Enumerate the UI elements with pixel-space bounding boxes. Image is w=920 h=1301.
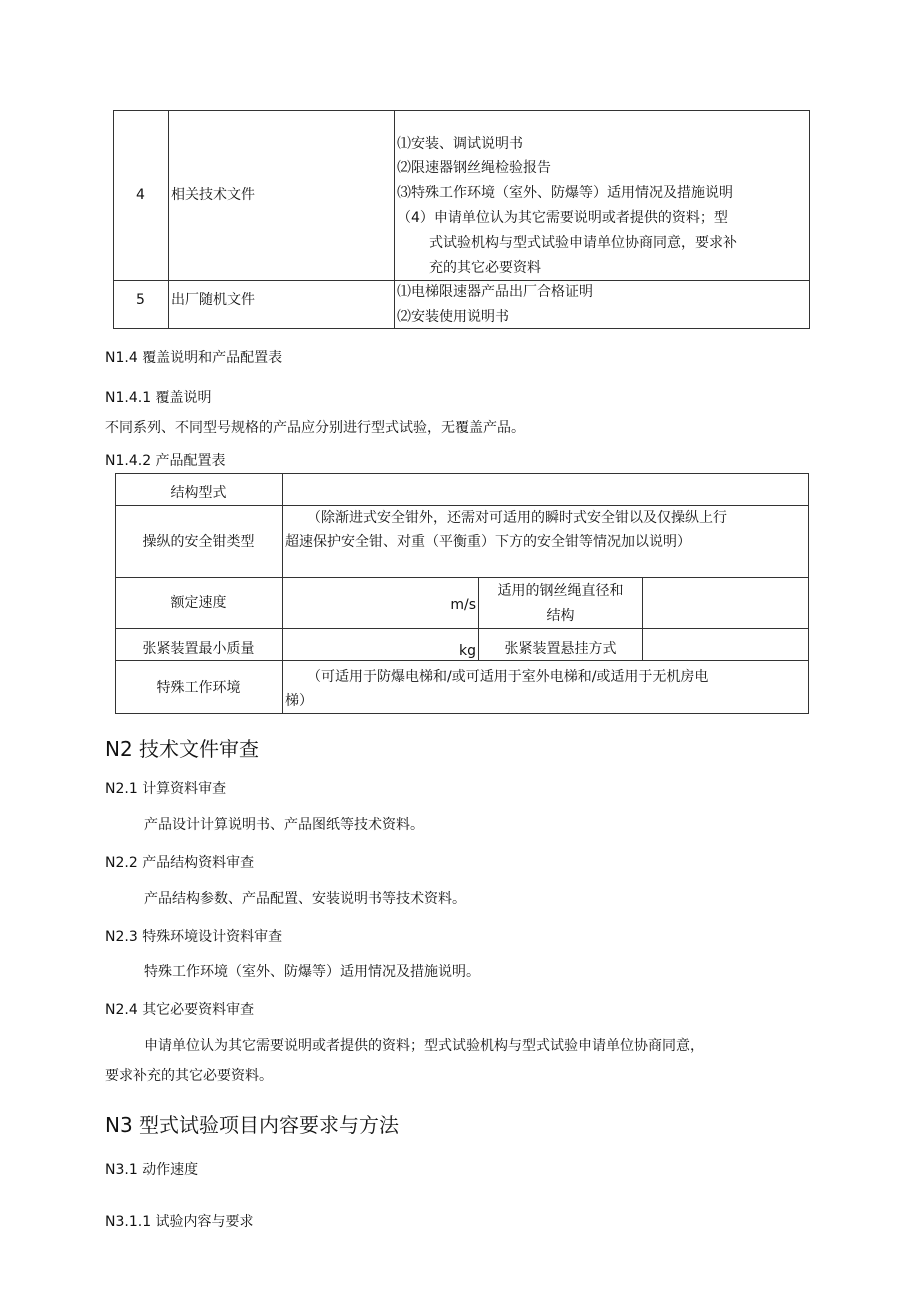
- section-heading-n3-1-1: N3.1.1 试验内容与要求: [105, 1214, 254, 1230]
- table-border: [394, 110, 395, 329]
- section-heading-n1-4-1: N1.4.1 覆盖说明: [105, 390, 212, 406]
- technical-documents-table: [113, 110, 810, 329]
- table-border: [809, 110, 810, 329]
- tension-mass-unit: kg: [459, 643, 476, 659]
- section-heading-n2-1: N2.1 计算资料审查: [105, 781, 227, 797]
- row-number: 5: [136, 292, 145, 308]
- document-item: （4）申请单位认为其它需要说明或者提供的资料；型: [397, 210, 728, 226]
- rated-speed-label: 额定速度: [170, 595, 227, 611]
- rope-spec-label: 适用的钢丝绳直径和: [497, 583, 624, 599]
- structure-type-label: 结构型式: [170, 485, 227, 501]
- tension-hang-label: 张紧装置悬挂方式: [504, 641, 617, 657]
- document-item: ⑵限速器钢丝绳检验报告: [397, 160, 551, 176]
- row-number: 4: [136, 187, 145, 203]
- rope-spec-label: 结构: [546, 608, 575, 624]
- document-item: 充的其它必要资料: [429, 260, 541, 276]
- section-heading-n1-4-2: N1.4.2 产品配置表: [105, 453, 226, 469]
- table-border: [168, 110, 169, 329]
- table-border: [115, 713, 809, 714]
- special-environment-note: （可适用于防爆电梯和/或可适用于室外电梯和/或适用于无机房电: [307, 669, 709, 685]
- document-item: ⑶特殊工作环境（室外、防爆等）适用情况及措施说明: [397, 185, 733, 201]
- section-heading-n3-1: N3.1 动作速度: [105, 1162, 199, 1178]
- paragraph: 产品设计计算说明书、产品图纸等技术资料。: [144, 817, 424, 833]
- paragraph: 申请单位认为其它需要说明或者提供的资料；型式试验机构与型式试验申请单位协商同意，: [144, 1038, 704, 1054]
- document-item: ⑴电梯限速器产品出厂合格证明: [397, 284, 593, 300]
- coverage-text: 不同系列、不同型号规格的产品应分别进行型式试验，无覆盖产品。: [105, 420, 525, 436]
- document-item: ⑴安装、调试说明书: [397, 136, 523, 152]
- safety-gear-note: （除渐进式安全钳外，还需对可适用的瞬时式安全钳以及仅操纵上行: [307, 510, 727, 526]
- document-item: ⑵安装使用说明书: [397, 309, 509, 325]
- section-heading-n2-2: N2.2 产品结构资料审查: [105, 855, 255, 871]
- paragraph: 要求补充的其它必要资料。: [105, 1068, 273, 1084]
- rated-speed-unit: m/s: [450, 597, 476, 613]
- safety-gear-note: 超速保护安全钳、对重（平衡重）下方的安全钳等情况加以说明）: [285, 534, 691, 550]
- paragraph: 产品结构参数、产品配置、安装说明书等技术资料。: [144, 891, 466, 907]
- section-heading-n2-4: N2.4 其它必要资料审查: [105, 1002, 255, 1018]
- section-heading-n2-3: N2.3 特殊环境设计资料审查: [105, 929, 283, 945]
- special-environment-label: 特殊工作环境: [156, 680, 241, 696]
- document-category: 相关技术文件: [171, 187, 255, 203]
- table-border: [642, 577, 643, 661]
- safety-gear-type-label: 操纵的安全钳类型: [142, 534, 255, 550]
- tension-min-mass-label: 张紧装置最小质量: [142, 641, 255, 657]
- table-border: [115, 628, 809, 629]
- table-border: [113, 110, 810, 111]
- product-configuration-table: [115, 473, 809, 714]
- section-heading-n1-4: N1.4 覆盖说明和产品配置表: [105, 350, 283, 366]
- document-item: 式试验机构与型式试验申请单位协商同意，要求补: [429, 235, 737, 251]
- document-category: 出厂随机文件: [171, 292, 255, 308]
- table-border: [808, 473, 809, 714]
- special-environment-note: 梯）: [285, 693, 313, 709]
- chapter-title-n2: N2 技术文件审查: [105, 737, 260, 761]
- paragraph: 特殊工作环境（室外、防爆等）适用情况及措施说明。: [144, 964, 480, 980]
- table-border: [115, 473, 809, 474]
- chapter-title-n3: N3 型式试验项目内容要求与方法: [105, 1113, 400, 1137]
- table-border: [115, 577, 809, 578]
